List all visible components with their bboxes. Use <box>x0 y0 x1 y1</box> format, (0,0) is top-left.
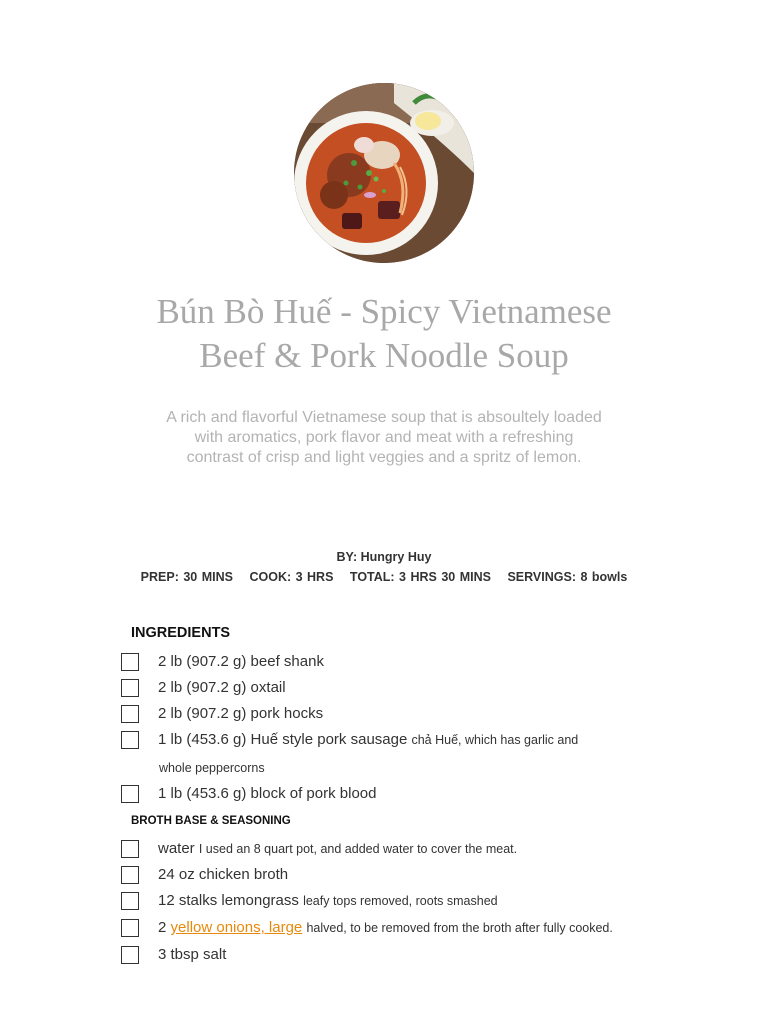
ingredients-heading: INGREDIENTS <box>131 625 231 641</box>
ingredient-row <box>121 945 226 965</box>
ingredient-text <box>158 730 578 750</box>
ingredient-note: chả Huế, which has garlic and <box>411 733 579 747</box>
ingredient-qty: 2 <box>158 919 167 936</box>
checkbox-icon[interactable] <box>121 705 139 723</box>
ingredient-main: 12 stalks lemongrass <box>158 892 299 909</box>
ingredient-text: 2 lb (907.2 g) oxtail <box>158 679 286 696</box>
ingredient-note-continued: whole peppercorns <box>159 761 265 775</box>
total-time: TOTAL: 3 HRS 30 MINS <box>349 570 491 584</box>
broth-heading: BROTH BASE & SEASONING <box>131 815 291 827</box>
yellow-onions-link[interactable]: yellow onions, large <box>170 919 303 936</box>
ingredient-text: 2 lb (907.2 g) pork hocks <box>158 705 324 722</box>
ingredient-text <box>158 918 613 938</box>
ingredient-note: leafy tops removed, roots smashed <box>303 894 498 908</box>
author-byline: BY: Hungry Huy <box>336 550 432 564</box>
recipe-title <box>84 290 684 378</box>
ingredient-row <box>121 839 517 859</box>
servings: SERVINGS: 8 bowls <box>507 570 628 584</box>
ingredient-row <box>121 865 288 885</box>
ingredient-note: halved, to be removed from the broth after fully cooked. <box>306 921 613 935</box>
recipe-meta <box>0 570 768 584</box>
checkbox-icon[interactable] <box>121 785 139 803</box>
ingredient-text: 1 lb (453.6 g) block of pork blood <box>158 785 377 802</box>
ingredient-text <box>158 839 517 859</box>
ingredient-row <box>121 784 376 804</box>
recipe-description: A rich and flavorful Vietnamese soup that is absoultely loaded with aromatics, pork flavor and meat with a refreshing contrast of crisp and light veggies and a spritz of lemon. <box>166 409 602 466</box>
hero-image <box>294 83 474 263</box>
checkbox-icon[interactable] <box>121 840 139 858</box>
ingredient-text: 3 tbsp salt <box>158 946 227 963</box>
checkbox-icon[interactable] <box>121 892 139 910</box>
checkbox-icon[interactable] <box>121 679 139 697</box>
ingredient-text <box>158 891 498 911</box>
checkbox-icon[interactable] <box>121 731 139 749</box>
ingredient-main: 1 lb (453.6 g) Huế style pork sausage <box>158 731 408 748</box>
ingredient-row <box>121 652 324 672</box>
soup-bowl-photo <box>294 83 474 263</box>
prep-time: PREP: 30 MINS <box>140 570 233 584</box>
ingredient-main: water <box>158 840 195 857</box>
ingredient-text: 2 lb (907.2 g) beef shank <box>158 653 324 670</box>
ingredient-row <box>121 730 578 750</box>
checkbox-icon[interactable] <box>121 653 139 671</box>
ingredient-row <box>121 704 323 724</box>
ingredient-text: 24 oz chicken broth <box>158 866 289 883</box>
title-line-2: Beef & Pork Noodle Soup <box>199 336 569 375</box>
checkbox-icon[interactable] <box>121 919 139 937</box>
checkbox-icon[interactable] <box>121 866 139 884</box>
ingredient-row <box>121 918 613 938</box>
title-line-1: Bún Bò Huế - Spicy Vietnamese <box>156 292 612 331</box>
ingredient-row <box>121 678 286 698</box>
ingredient-note: I used an 8 quart pot, and added water to cover the meat. <box>198 842 518 856</box>
checkbox-icon[interactable] <box>121 946 139 964</box>
cook-time: COOK: 3 HRS <box>249 570 334 584</box>
ingredient-row <box>121 891 498 911</box>
